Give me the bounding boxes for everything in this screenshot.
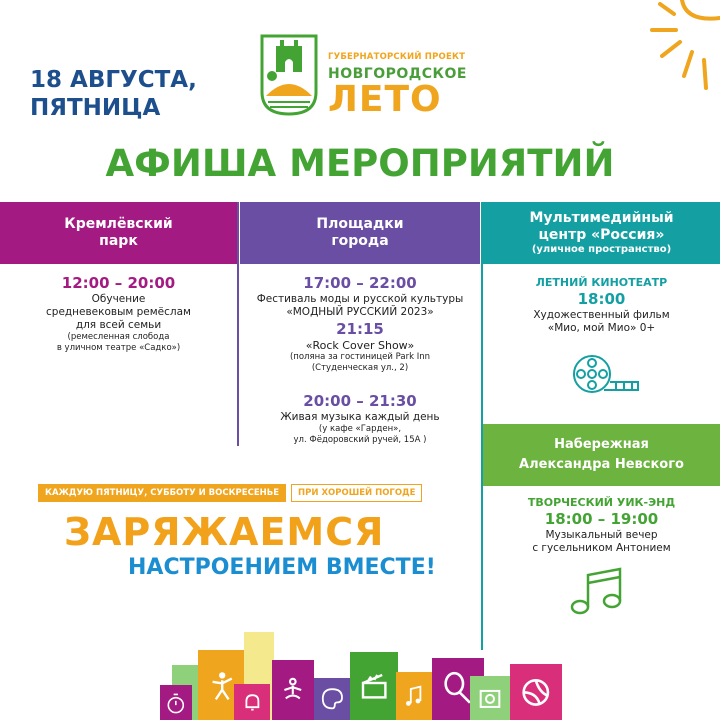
- sun-icon: [600, 0, 720, 92]
- column-header-nevsky-embankment: [483, 424, 720, 486]
- music-note-icon: [396, 672, 432, 720]
- slogan-line-2: НАСТРОЕНИЕМ ВМЕСТЕ!: [128, 555, 436, 580]
- russia-event: [483, 276, 720, 335]
- column-header-line: центр «Россия»: [538, 227, 665, 243]
- event-desc: «Мио, мой Мио» 0+: [547, 322, 656, 334]
- city-event-fashion: [240, 274, 480, 319]
- column-divider: [237, 202, 239, 446]
- column-header-city-venues: [240, 202, 480, 264]
- schedule-banner: [38, 484, 422, 502]
- yoga-icon: [272, 660, 314, 720]
- music-note-icon: [568, 565, 624, 615]
- event-time: 18:00: [577, 290, 626, 308]
- weather-pill: ПРИ ХОРОШЕЙ ПОГОДЕ: [291, 484, 422, 502]
- event-desc: «Rock Cover Show»: [305, 339, 415, 352]
- novgorod-summer-logo-icon: [258, 32, 320, 118]
- event-desc: для всей семьи: [75, 319, 162, 331]
- bell-icon: [234, 684, 270, 720]
- event-desc: Фестиваль моды и русской культуры: [256, 293, 464, 305]
- event-time: 12:00 – 20:00: [61, 274, 176, 292]
- column-header-line: Кремлёвский: [64, 216, 173, 232]
- film-reel-icon: [570, 350, 640, 400]
- days-pill: КАЖДУЮ ПЯТНИЦУ, СУББОТУ И ВОСКРЕСЕНЬЕ: [38, 484, 286, 502]
- event-label: ЛЕТНИЙ КИНОТЕАТР: [535, 276, 668, 289]
- column-header-line: города: [331, 233, 389, 249]
- column-header-line: Набережная: [554, 437, 649, 452]
- city-event-rock: [240, 320, 480, 374]
- column-header-line: Александра Невского: [519, 457, 684, 472]
- page-title: АФИША МЕРОПРИЯТИЙ: [105, 142, 615, 185]
- stopwatch-icon: [160, 685, 192, 720]
- palette-icon: [314, 678, 350, 720]
- film-clapper-icon: [350, 652, 398, 720]
- logo-subtitle: ГУБЕРНАТОРСКИЙ ПРОЕКТ: [328, 52, 466, 62]
- event-note: (поляна за гостиницей Park Inn: [289, 352, 430, 362]
- event-note: (ремесленная слобода: [67, 332, 170, 342]
- volleyball-icon: [510, 664, 562, 720]
- event-time: 17:00 – 22:00: [303, 274, 417, 292]
- event-label: ТВОРЧЕСКИЙ УИК-ЭНД: [527, 496, 676, 509]
- event-note: (Студенческая ул., 2): [311, 363, 409, 373]
- event-note: в уличном театре «Садко»): [56, 343, 181, 353]
- event-desc: «МОДНЫЙ РУССКИЙ 2023»: [286, 306, 434, 318]
- camera-icon: [470, 676, 510, 720]
- column-header-line: парк: [99, 233, 138, 249]
- logo-text: [328, 52, 467, 118]
- event-desc: Живая музыка каждый день: [280, 411, 440, 423]
- nevsky-event: [483, 496, 720, 555]
- date-line-1: 18 АВГУСТА,: [30, 67, 197, 93]
- event-date: [30, 66, 197, 122]
- logo-line-1: НОВГОРОДСКОЕ: [328, 66, 467, 82]
- event-note: (у кафе «Гарден»,: [318, 424, 402, 434]
- event-desc: средневековым ремёслам: [46, 306, 191, 318]
- event-desc: с гусельником Антонием: [532, 542, 671, 554]
- kremlin-event: [0, 274, 237, 354]
- column-header-line: Площадки: [316, 216, 404, 232]
- column-header-russia-center: [483, 202, 720, 264]
- date-line-2: ПЯТНИЦА: [30, 95, 161, 121]
- event-desc: Музыкальный вечер: [545, 529, 658, 541]
- column-header-kremlin-park: [0, 202, 237, 264]
- event-time: 21:15: [336, 320, 384, 338]
- event-desc: Обучение: [91, 293, 146, 305]
- column-header-line: Мультимедийный: [529, 210, 674, 226]
- column-header-note: (уличное пространство): [531, 244, 672, 255]
- slogan-line-1: ЗАРЯЖАЕМСЯ: [64, 510, 385, 554]
- event-desc: Художественный фильм: [533, 309, 670, 321]
- city-event-live-music: [240, 392, 480, 446]
- event-time: 20:00 – 21:30: [303, 392, 417, 410]
- logo-line-2: ЛЕТО: [328, 79, 442, 120]
- event-note: ул. Фёдоровский ручей, 15А ): [293, 435, 427, 445]
- event-time: 18:00 – 19:00: [544, 510, 659, 528]
